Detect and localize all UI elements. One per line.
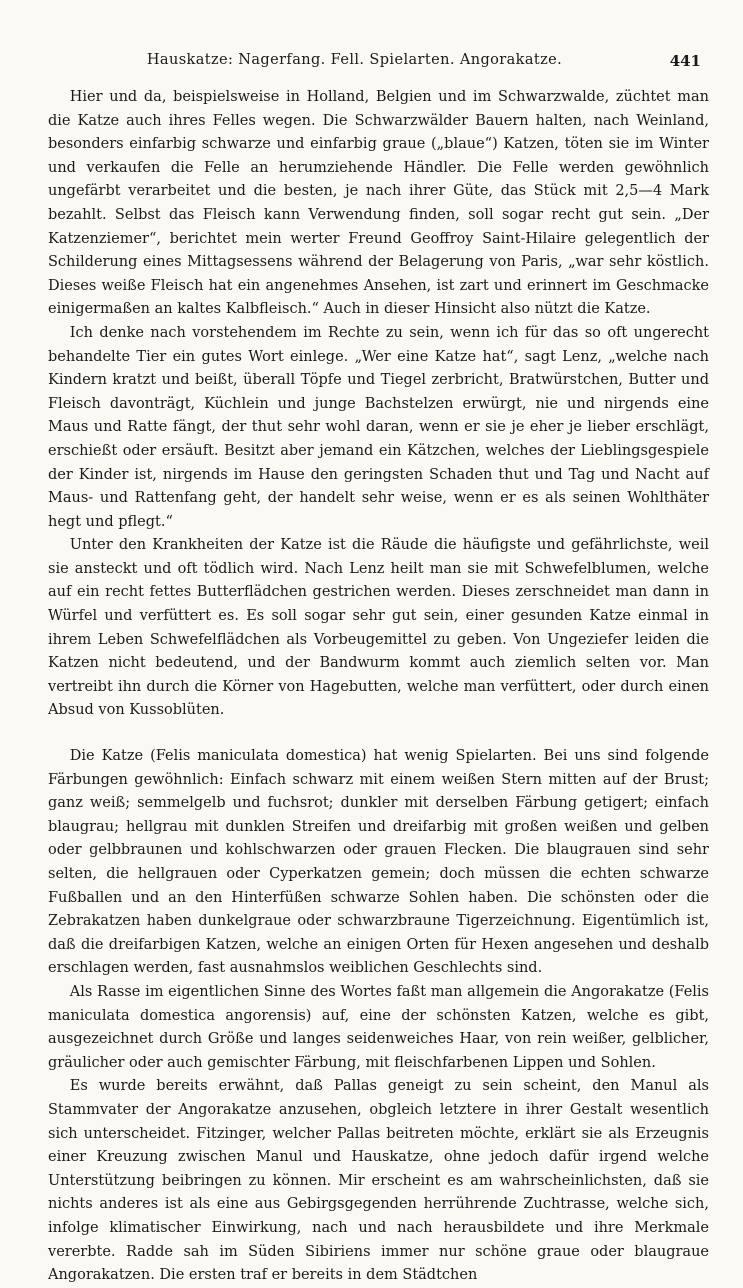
paragraph-fur: Hier und da, beispielsweise in Holland, Belgien und im Schwarzwalde, züchtet man die Katze auch ihres Felles wegen. Die Schwarzwälder Bauern halten, nach Weinland, besonders einfarbig schwarze und einfarbig graue („blaue“) Katzen, töten sie im Winter und verkaufen die Felle an herumziehende Händler. Die Felle werden gewöhnlich ungefärbt verarbeitet und die besten, je nach ihrer Güte, das Stück mit 2,5—4 Mark bezahlt. Selbst das Fleisch kann Verwendung finden, soll sogar recht gut sein. „Der Katzenziemer“, berichtet mein werter Freund Geoffroy Saint-Hilaire gelegentlich der Schilderung eines Mittagsessens während der Belagerung von Paris, „war sehr köstlich. Dieses weiße Fleisch hat ein angenehmes Ansehen, ist zart und erinnert im Geschmacke einigermaßen an kaltes Kalbfleisch.“ Auch in dieser Hinsicht also nützt die Katze. bbox=[48, 89, 709, 318]
paragraph-defense: Ich denke nach vorstehendem im Rechte zu sein, wenn ich für das so oft ungerecht behandelte Tier ein gutes Wort einlege. „Wer eine Katze hat“, sagt Lenz, „welche nach Kindern kratzt und beißt, überall Töpfe und Tiegel zerbricht, Bratwürstchen, Butter und Fleisch davonträgt, Küchlein und junge Bachstelzen erwürgt, nie und nirgends eine Maus und Ratte fängt, der thut sehr wohl daran, wenn er sie je eher je lieber erschlägt, erschießt oder ersäuft. Besitzt aber jemand ein Kätzchen, welches der Lieblingsgespiele der Kinder ist, nirgends im Hause den geringsten Schaden thut und Tag und Nacht auf Maus- und Rattenfang geht, der handelt sehr weise, wenn er es als seinen Wohlthäter hegt und pflegt.“ bbox=[48, 324, 709, 530]
section-gap bbox=[48, 723, 709, 745]
paragraph-origin: Es wurde bereits erwähnt, daß Pallas geneigt zu sein scheint, den Manul als Stammvater der Angorakatze anzusehen, obgleich letztere in ihrer Gestalt wesentlich sich unterscheidet. Fitzinger, welcher Pallas beitreten möchte, erklärt sie als Erzeugnis einer Kreuzung zwischen Manul und Hauskatze, ohne jedoch dafür irgend welche Unterstützung beibringen zu können. Mir erscheint es am wahrscheinlichsten, daß sie nichts anderes ist als eine aus Gebirgsgegenden herrührende Zuchtrasse, welche sich, infolge klimatischer Einwirkung, nach und nach herausbildete und ihre Merkmale vererbte. Radde sah im Süden Sibiriens immer nur schöne graue oder blaugraue Angorakatzen. Die ersten traf er bereits in dem Städtchen bbox=[48, 1078, 709, 1284]
page-body bbox=[48, 86, 709, 1288]
paragraph-varieties: Die Katze (Felis maniculata domestica) hat wenig Spielarten. Bei uns sind folgende Färbungen gewöhnlich: Einfach schwarz mit einem weißen Stern mitten auf der Brust; ganz weiß; semmelgelb und fuchsrot; dunkler mit derselben Färbung getigert; einfach blaugrau; hellgrau mit dunklen Streifen und dreifarbig mit großen weißen und gelben oder gelbbraunen und kohlschwarzen oder grauen Flecken. Die blaugrauen sind sehr selten, die hellgrauen oder Cyperkatzen gemein; doch müssen die echten schwarze Fußballen und an den Hinterfüßen schwarze Sohlen haben. Die schönsten oder die Zebrakatzen haben dunkelgraue oder schwarzbraune Tigerzeichnung. Eigentümlich ist, daß die dreifarbigen Katzen, welche an einigen Orten für Hexen angesehen und deshalb erschlagen werden, fast ausnahmslos weiblichen Geschlechts sind. bbox=[48, 748, 709, 977]
page-header bbox=[48, 52, 701, 74]
running-head: Hauskatze: Nagerfang. Fell. Spielarten. Angorakatze. bbox=[146, 52, 563, 68]
paragraph-diseases: Unter den Krankheiten der Katze ist die Räude die häufigste und gefährlichste, weil sie ansteckt und oft tödlich wird. Nach Lenz heilt man sie mit Schwefelblumen, welche auf ein recht fettes Butterflädchen gestrichen werden. Dieses zerschneidet man dann in Würfel und verfüttert es. Es soll sogar sehr gut sein, einer gesunden Katze einmal in ihrem Leben Schwefelflädchen als Vorbeugemittel zu geben. Von Ungeziefer leiden die Katzen nicht bedeutend, und der Bandwurm kommt auch ziemlich selten vor. Man vertreibt ihn durch die Körner von Hagebutten, welche man verfüttert, oder durch einen Absud von Kussoblüten. bbox=[48, 537, 709, 719]
paragraph-angora: Als Rasse im eigentlichen Sinne des Wortes faßt man allgemein die Angorakatze (Felis maniculata domestica angorensis) auf, eine der schönsten Katzen, welche es gibt, ausgezeichnet durch Größe und langes seidenweiches Haar, von rein weißer, gelblicher, gräulicher oder auch gemischter Färbung, mit fleischfarbenen Lippen und Sohlen. bbox=[48, 983, 709, 1071]
page-number: 441 bbox=[669, 52, 701, 70]
